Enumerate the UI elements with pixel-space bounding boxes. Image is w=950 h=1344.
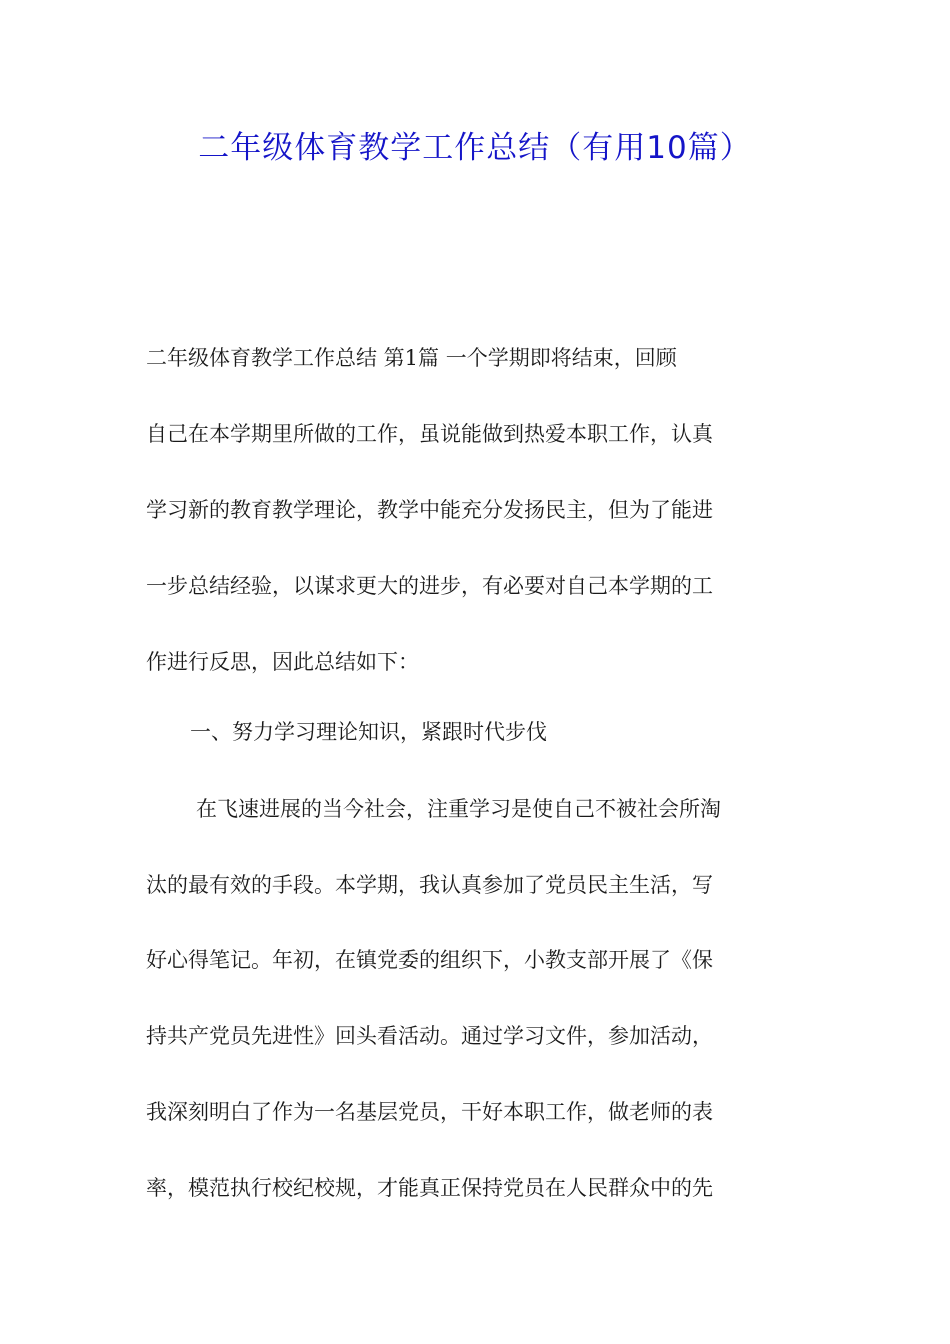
text-line: 率，模范执行校纪校规，才能真正保持党员在人民群众中的先 (146, 1176, 713, 1200)
document-title: 二年级体育教学工作总结（有用10篇） (198, 130, 752, 166)
text-line: 我深刻明白了作为一名基层党员，干好本职工作，做老师的表 (146, 1100, 713, 1124)
text-line: 汰的最有效的手段。本学期，我认真参加了党员民主生活，写 (146, 873, 713, 897)
text-line: 好心得笔记。年初，在镇党委的组织下，小教支部开展了《保 (146, 948, 713, 972)
text-line: 自己在本学期里所做的工作，虽说能做到热爱本职工作，认真 (146, 422, 713, 446)
text-line: 作进行反思，因此总结如下： (146, 650, 419, 674)
text-line: 学习新的教育教学理论，教学中能充分发扬民主，但为了能进 (146, 498, 713, 522)
text-line: 一步总结经验，以谋求更大的进步，有必要对自己本学期的工 (146, 574, 713, 598)
text-line: 二年级体育教学工作总结 第1篇 一个学期即将结束，回顾 (146, 346, 677, 370)
text-line: 持共产党员先进性》回头看活动。通过学习文件，参加活动， (146, 1024, 713, 1048)
section-heading: 一、努力学习理论知识，紧跟时代步伐 (190, 720, 547, 744)
text-line: 在飞速进展的当今社会，注重学习是使自己不被社会所淘 (196, 797, 721, 821)
